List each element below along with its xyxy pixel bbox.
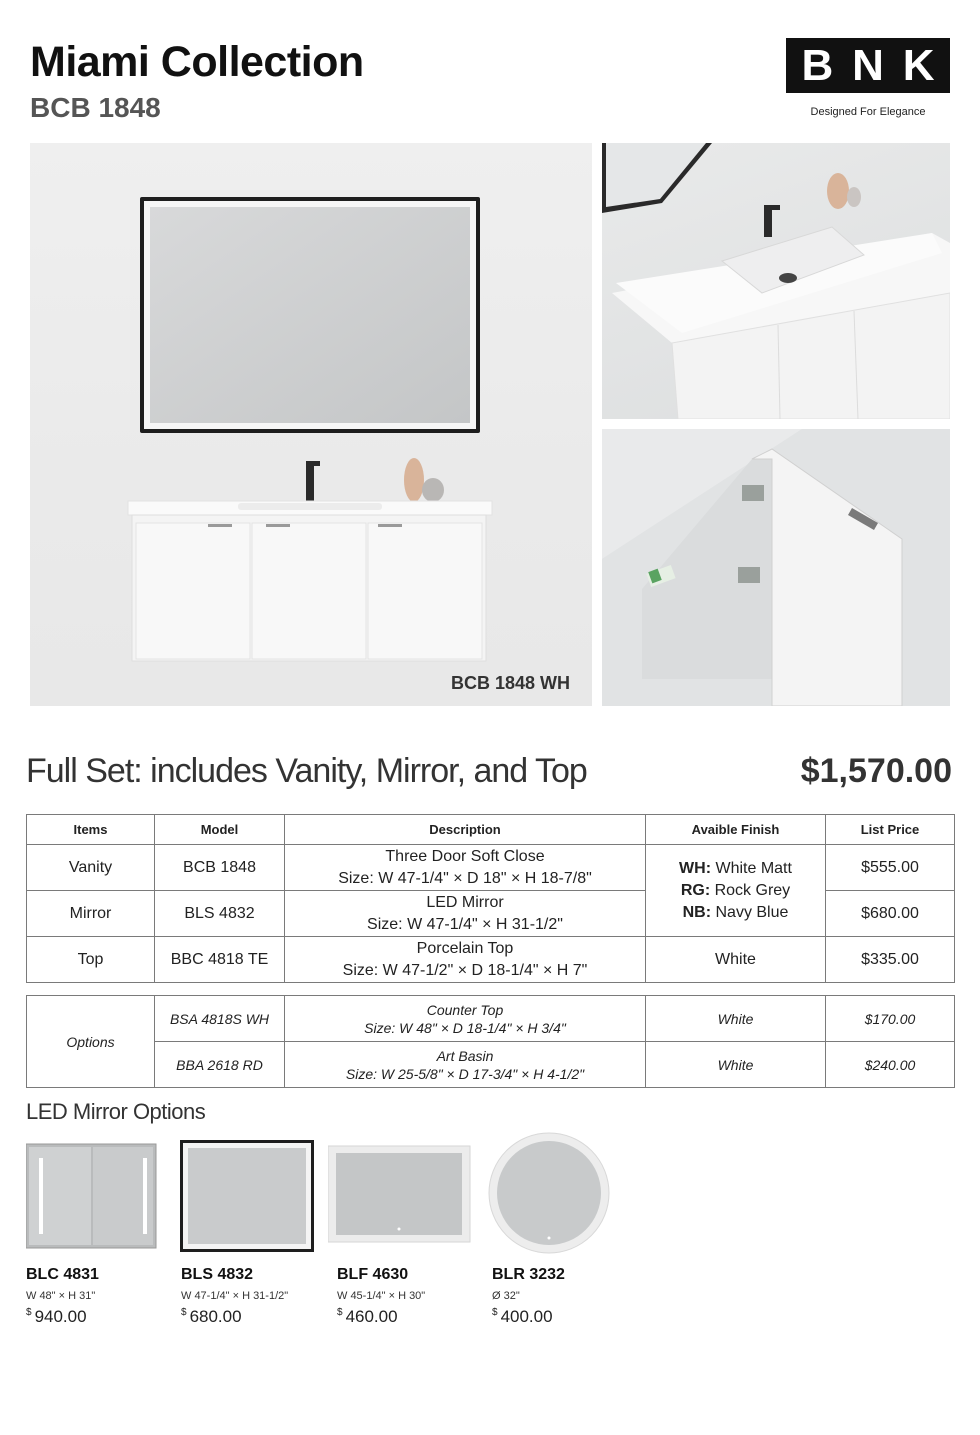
header-items: Items xyxy=(27,815,155,845)
option-description xyxy=(285,1042,646,1088)
page-title: Miami Collection xyxy=(30,38,364,86)
description-size: Size: W 47-1/2" × D 18-1/4" × H 7" xyxy=(342,961,588,979)
mirror-size: Ø 32" xyxy=(492,1290,520,1302)
row-description xyxy=(285,845,646,891)
description-title: Art Basin xyxy=(436,1047,494,1064)
logo-letter-b: B xyxy=(801,40,834,90)
mirror-price: $ 460.00 xyxy=(337,1307,398,1326)
mirror-name: BLR 3232 xyxy=(492,1266,565,1283)
table-header-row xyxy=(27,815,955,845)
row-model: BLS 4832 xyxy=(155,891,285,937)
vanity-illustration xyxy=(30,143,592,706)
table-row xyxy=(27,937,955,983)
options-table xyxy=(26,995,955,1088)
mirror-name: BLF 4630 xyxy=(337,1266,409,1283)
vanity-top-detail-photo xyxy=(602,143,950,419)
row-model: BBC 4818 TE xyxy=(155,937,285,983)
mirror-size: W 45-1/4" × H 30" xyxy=(337,1290,426,1302)
row-finish: White xyxy=(646,937,826,983)
mirror-image-blc4831 xyxy=(26,1136,160,1256)
description-size: Size: W 47-1/4" × H 31-1/2" xyxy=(367,915,563,933)
page-subtitle: BCB 1848 xyxy=(30,92,161,123)
open-door-illustration xyxy=(602,429,950,706)
table-row xyxy=(27,996,955,1042)
frameless-mirror-icon xyxy=(328,1136,472,1256)
description-size: Size: W 48" × D 18-1/4" × H 3/4" xyxy=(364,1019,566,1036)
mirror-size: W 48" × H 31" xyxy=(26,1290,96,1302)
finish-options-cell xyxy=(646,845,826,937)
finish-option: WH: White Matt xyxy=(679,859,792,877)
row-model: BCB 1848 xyxy=(155,845,285,891)
row-price: $680.00 xyxy=(826,891,955,937)
options-label: Options xyxy=(27,996,155,1088)
row-price: $335.00 xyxy=(826,937,955,983)
option-description xyxy=(285,996,646,1042)
description-title: Porcelain Top xyxy=(416,939,514,957)
row-description xyxy=(285,937,646,983)
mirror-name: BLS 4832 xyxy=(181,1266,254,1283)
row-item: Mirror xyxy=(27,891,155,937)
finish-option: NB: Navy Blue xyxy=(682,903,789,921)
mirror-image-blf4630 xyxy=(328,1136,472,1256)
medicine-cabinet-mirror-icon xyxy=(26,1136,160,1256)
description-title: Three Door Soft Close xyxy=(385,847,545,865)
option-finish: White xyxy=(646,1042,826,1088)
option-price: $240.00 xyxy=(826,1042,955,1088)
description-size: Size: W 47-1/4" × D 18" × H 18-7/8" xyxy=(338,869,592,887)
brand-tagline: Designed For Elegance xyxy=(810,106,926,118)
counter-top-illustration xyxy=(602,143,950,419)
full-set-price: $1,570.00 xyxy=(800,752,952,790)
row-item: Top xyxy=(27,937,155,983)
bnk-logo xyxy=(786,38,950,93)
header-model: Model xyxy=(155,815,285,845)
header-description: Description xyxy=(285,815,646,845)
logo-letter-n: N xyxy=(852,40,884,90)
row-description xyxy=(285,891,646,937)
option-price: $170.00 xyxy=(826,996,955,1042)
finish-option: RG: Rock Grey xyxy=(680,881,791,899)
row-item: Vanity xyxy=(27,845,155,891)
full-set-description: Full Set: includes Vanity, Mirror, and Top xyxy=(26,752,587,790)
round-mirror-icon xyxy=(488,1130,612,1256)
mirror-name: BLC 4831 xyxy=(26,1266,99,1283)
description-title: LED Mirror xyxy=(426,893,504,911)
main-photo-label: BCB 1848 WH xyxy=(450,673,570,693)
table-row xyxy=(27,845,955,891)
table-row xyxy=(27,1042,955,1088)
header-list-price: List Price xyxy=(826,815,955,845)
mirror-price: $ 400.00 xyxy=(492,1307,553,1326)
mirror-price: $ 680.00 xyxy=(181,1307,242,1326)
mirror-size: W 47-1/4" × H 31-1/2" xyxy=(181,1290,289,1302)
description-size: Size: W 25-5/8" × D 17-3/4" × H 4-1/2" xyxy=(345,1065,585,1082)
led-mirror-options-title: LED Mirror Options xyxy=(26,1099,206,1124)
mirror-price: $ 940.00 xyxy=(26,1307,87,1326)
mirror-image-bls4832 xyxy=(180,1136,314,1256)
vanity-door-detail-photo xyxy=(602,429,950,706)
header-finish: Avaible Finish xyxy=(646,815,826,845)
product-table xyxy=(26,814,955,983)
mirror-image-blr3232 xyxy=(488,1130,612,1256)
description-title: Counter Top xyxy=(426,1001,504,1018)
black-frame-mirror-icon xyxy=(180,1136,314,1256)
option-model: BSA 4818S WH xyxy=(155,996,285,1042)
row-price: $555.00 xyxy=(826,845,955,891)
vanity-main-photo xyxy=(30,143,592,706)
logo-letter-k: K xyxy=(902,40,935,90)
option-finish: White xyxy=(646,996,826,1042)
option-model: BBA 2618 RD xyxy=(155,1042,285,1088)
